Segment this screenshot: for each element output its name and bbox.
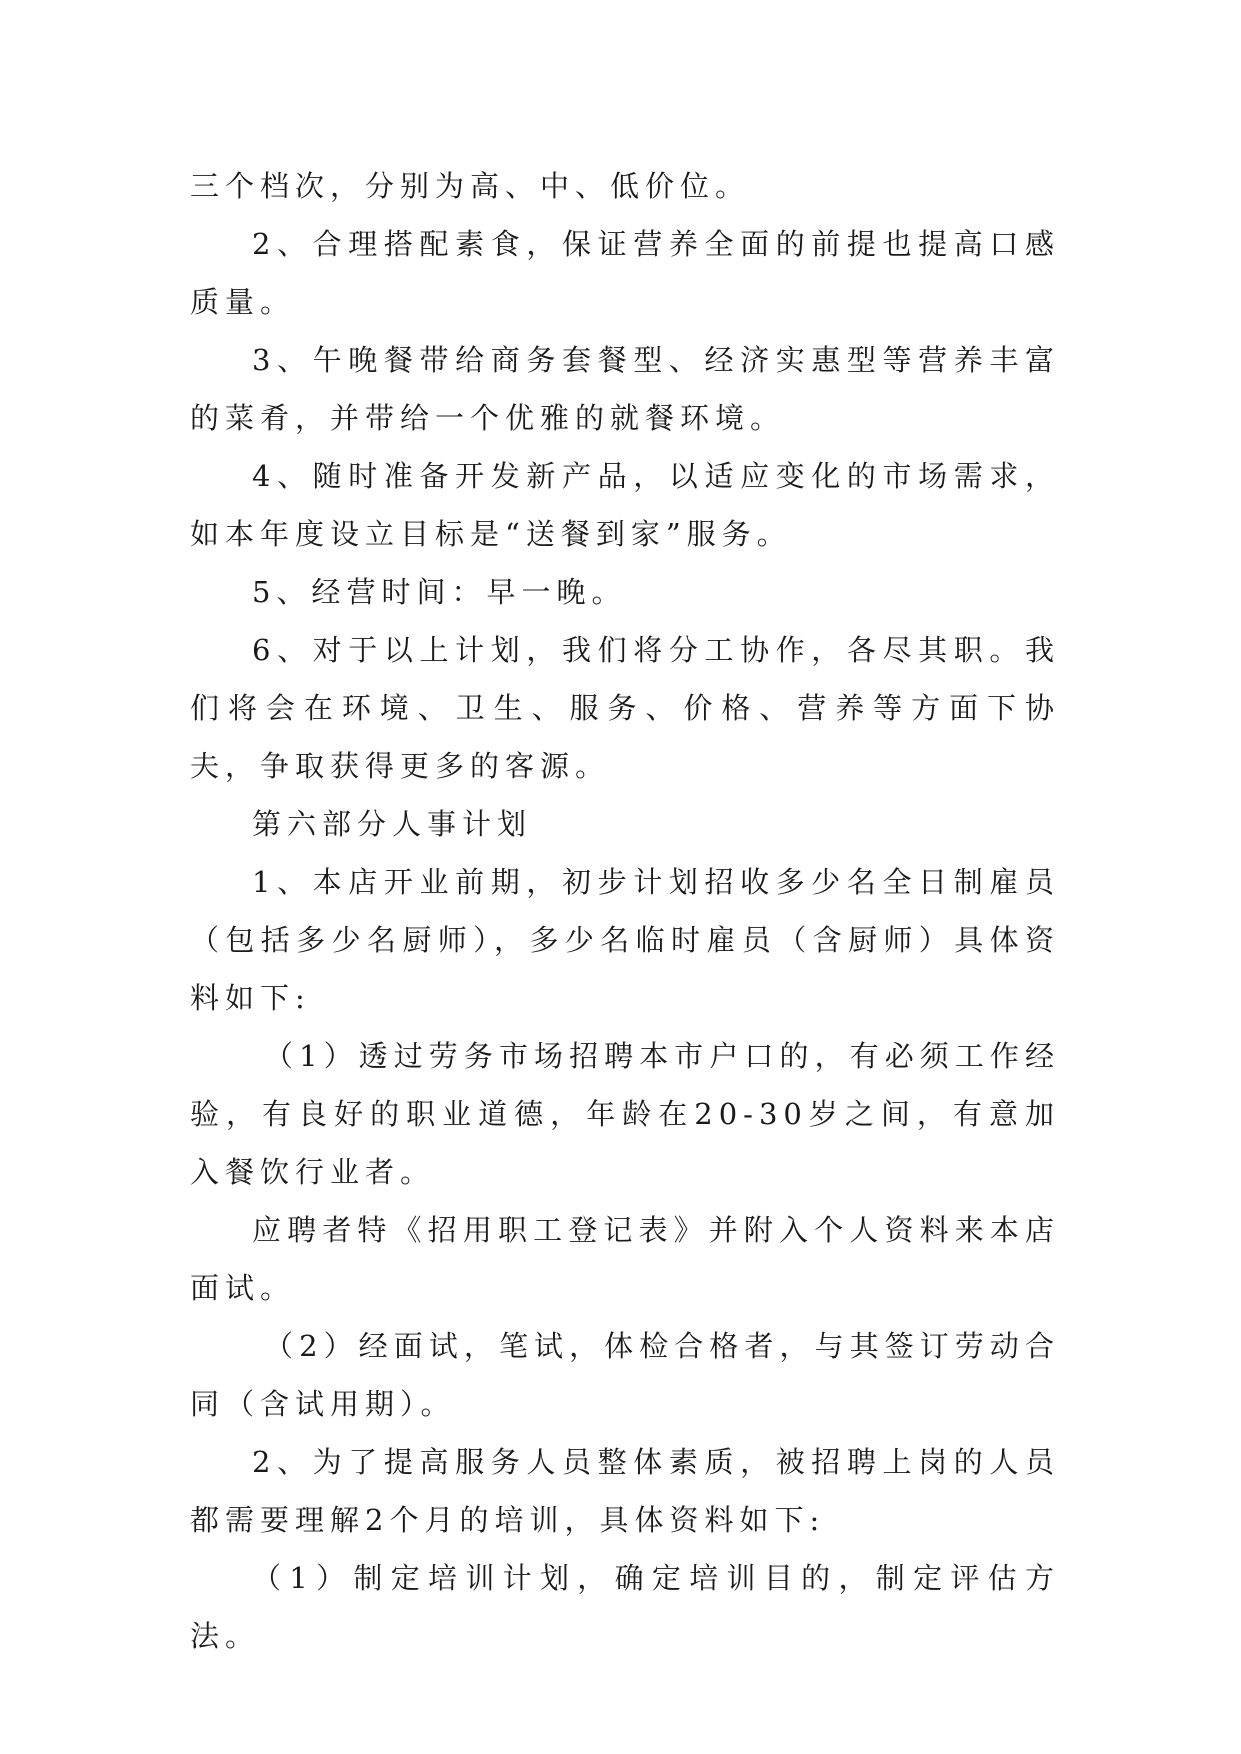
section-heading-personnel-plan: 第六部分人事计划	[252, 807, 533, 841]
paragraph-recruitment-criteria: （1）透过劳务市场招聘本市户口的，有必须工作经验，有良好的职业道德，年龄在20-30岁之间，有意加入餐饮行业者。	[190, 1039, 1060, 1189]
paragraph-item-6-cooperation: 6、对于以上计划，我们将分工协作，各尽其职。我们将会在环境、卫生、服务、价格、营养等方面下协夫，争取获得更多的客源。	[190, 633, 1060, 783]
paragraph-item-2-vegetarian: 2、合理搭配素食，保证营养全面的前提也提高口感质量。	[190, 227, 1060, 319]
paragraph-price-tiers: 三个档次，分别为高、中、低价位。	[190, 169, 751, 203]
document-body	[190, 157, 1060, 1665]
paragraph-hiring-plan: 1、本店开业前期，初步计划招收多少名全日制雇员（包括多少名厨师），多少名临时雇员（含厨师）具体资料如下:	[190, 865, 1060, 1015]
paragraph-contract-signing: （2）经面试，笔试，体检合格者，与其签订劳动合同（含试用期）。	[190, 1329, 1060, 1421]
paragraph-training-plan: （1）制定培训计划，确定培训目的，制定评估方法。	[190, 1561, 1060, 1653]
paragraph-item-5-hours: 5、经营时间：早一晚。	[252, 575, 627, 609]
paragraph-item-3-set-meals: 3、午晚餐带给商务套餐型、经济实惠型等营养丰富的菜肴，并带给一个优雅的就餐环境。	[190, 343, 1060, 435]
paragraph-application-form: 应聘者特《招用职工登记表》并附入个人资料来本店面试。	[190, 1213, 1060, 1305]
paragraph-item-4-new-products: 4、随时准备开发新产品，以适应变化的市场需求，如本年度设立目标是“送餐到家”服务。	[190, 459, 1060, 551]
paragraph-training: 2、为了提高服务人员整体素质，被招聘上岗的人员都需要理解2个月的培训，具体资料如下:	[190, 1445, 1060, 1537]
